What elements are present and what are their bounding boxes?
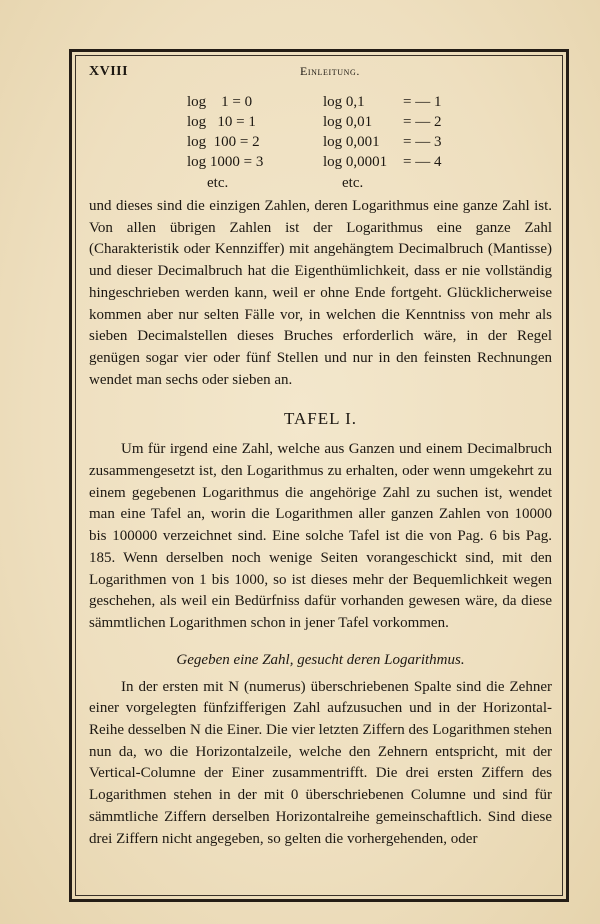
etc-right: etc. bbox=[342, 175, 364, 191]
page-number: XVIII bbox=[89, 64, 129, 79]
log-row bbox=[89, 132, 552, 152]
log-left-entry: log 1000 = 3 bbox=[187, 154, 264, 170]
log-row bbox=[89, 112, 552, 132]
page-header bbox=[89, 64, 552, 86]
log-right-value: = — 3 bbox=[403, 134, 442, 150]
log-right-arg: log 0,0001 bbox=[323, 154, 388, 170]
section-title: TAFEL I. bbox=[283, 409, 358, 429]
log-etc-row bbox=[89, 173, 552, 193]
paragraph-lookup-instructions: In der ersten mit N (numerus) überschriebenen Spalte sind die Zehner einer vorgelegten fünfzifferigen Zahl aufzusuchen und in der Horizontal-Reihe desselben N die Einer. Die vier letzten Ziffern des Logarithmen stehen nun da, wo die Horizontalzeile, welche den Zehnern entspricht, mit der Vertical-Columne der Einer zusammentrifft. Die drei ersten Ziffern des Logarithmen stehen in der mit 0 überschriebenen Columne und sind für sämmtliche Ziffern derselben Horizontalreihe gemeinschaftlich. Sind diese drei Ziffern nicht angegeben, so gelten die vorhergehenden, oder bbox=[89, 678, 552, 847]
log-right-value: = — 2 bbox=[403, 114, 442, 130]
log-right-value: = — 4 bbox=[403, 154, 442, 170]
paragraph-tafel-description: Um für irgend eine Zahl, welche aus Ganzen und einem Decimalbruch zusammengesetzt ist, den Logarithmus zu erhalten, oder wenn umgekehrt zu einem gegebenen Logarithmus die angehörige Zahl zu suchen ist, wendet man eine Tafel an, worin die Logarithmen aller ganzen Zahlen von 10000 bis 100000 verzeichnet sind. Eine solche Tafel ist die von Pag. 6 bis Pag. 185. Wenn derselben noch wenige Seiten vorangeschickt sind, mit den Logarithmen von 1 bis 1000, so ist dieses mehr der Bequemlichkeit wegen geschehen, als weil ein Bedürfniss dafür vorhanden gewesen wäre, da diese sämmtlichen Logarithmen schon in jener Tafel vorkommen. bbox=[89, 441, 552, 631]
etc-left: etc. bbox=[207, 175, 229, 191]
log-row bbox=[89, 152, 552, 172]
log-right-arg: log 0,1 bbox=[323, 94, 365, 110]
log-left-entry: log 100 = 2 bbox=[187, 134, 260, 150]
paragraph-logarithm-intro: und dieses sind die einzigen Zahlen, deren Logarithmus eine ganze Zahl ist. Von allen übrigen Zahlen ist der Logarithmus eine ganze Zahl (Charakteristik oder Kennziffer) mit angehängtem Decimalbruch (Mantisse) und dieser Decimalbruch hat die Eigenthümlichkeit, dass er nie vollständig hingeschrieben werden kann, weil er ohne Ende fortgeht. Glücklicherweise kommen aber nur selten Fälle vor, in welchen die Kenntniss von mehr als sieben Decimalstellen dieses Bruches erforderlich wäre, in der Regel genügen sogar vier oder fünf Stellen und nur in den feinsten Rechnungen wendet man sechs oder sieben an. bbox=[89, 198, 552, 388]
log-left-entry: log 10 = 1 bbox=[187, 114, 256, 130]
page-content bbox=[89, 64, 552, 850]
logarithm-table bbox=[89, 92, 552, 196]
log-right-arg: log 0,01 bbox=[323, 114, 373, 130]
subsection-heading: Gegeben eine Zahl, gesucht deren Logarithmus. bbox=[176, 651, 465, 668]
log-row bbox=[89, 92, 552, 112]
running-head: Einleitung. bbox=[299, 64, 360, 78]
log-left-entry: log 1 = 0 bbox=[187, 94, 253, 110]
log-right-value: = — 1 bbox=[403, 94, 442, 110]
log-right-arg: log 0,001 bbox=[323, 134, 380, 150]
